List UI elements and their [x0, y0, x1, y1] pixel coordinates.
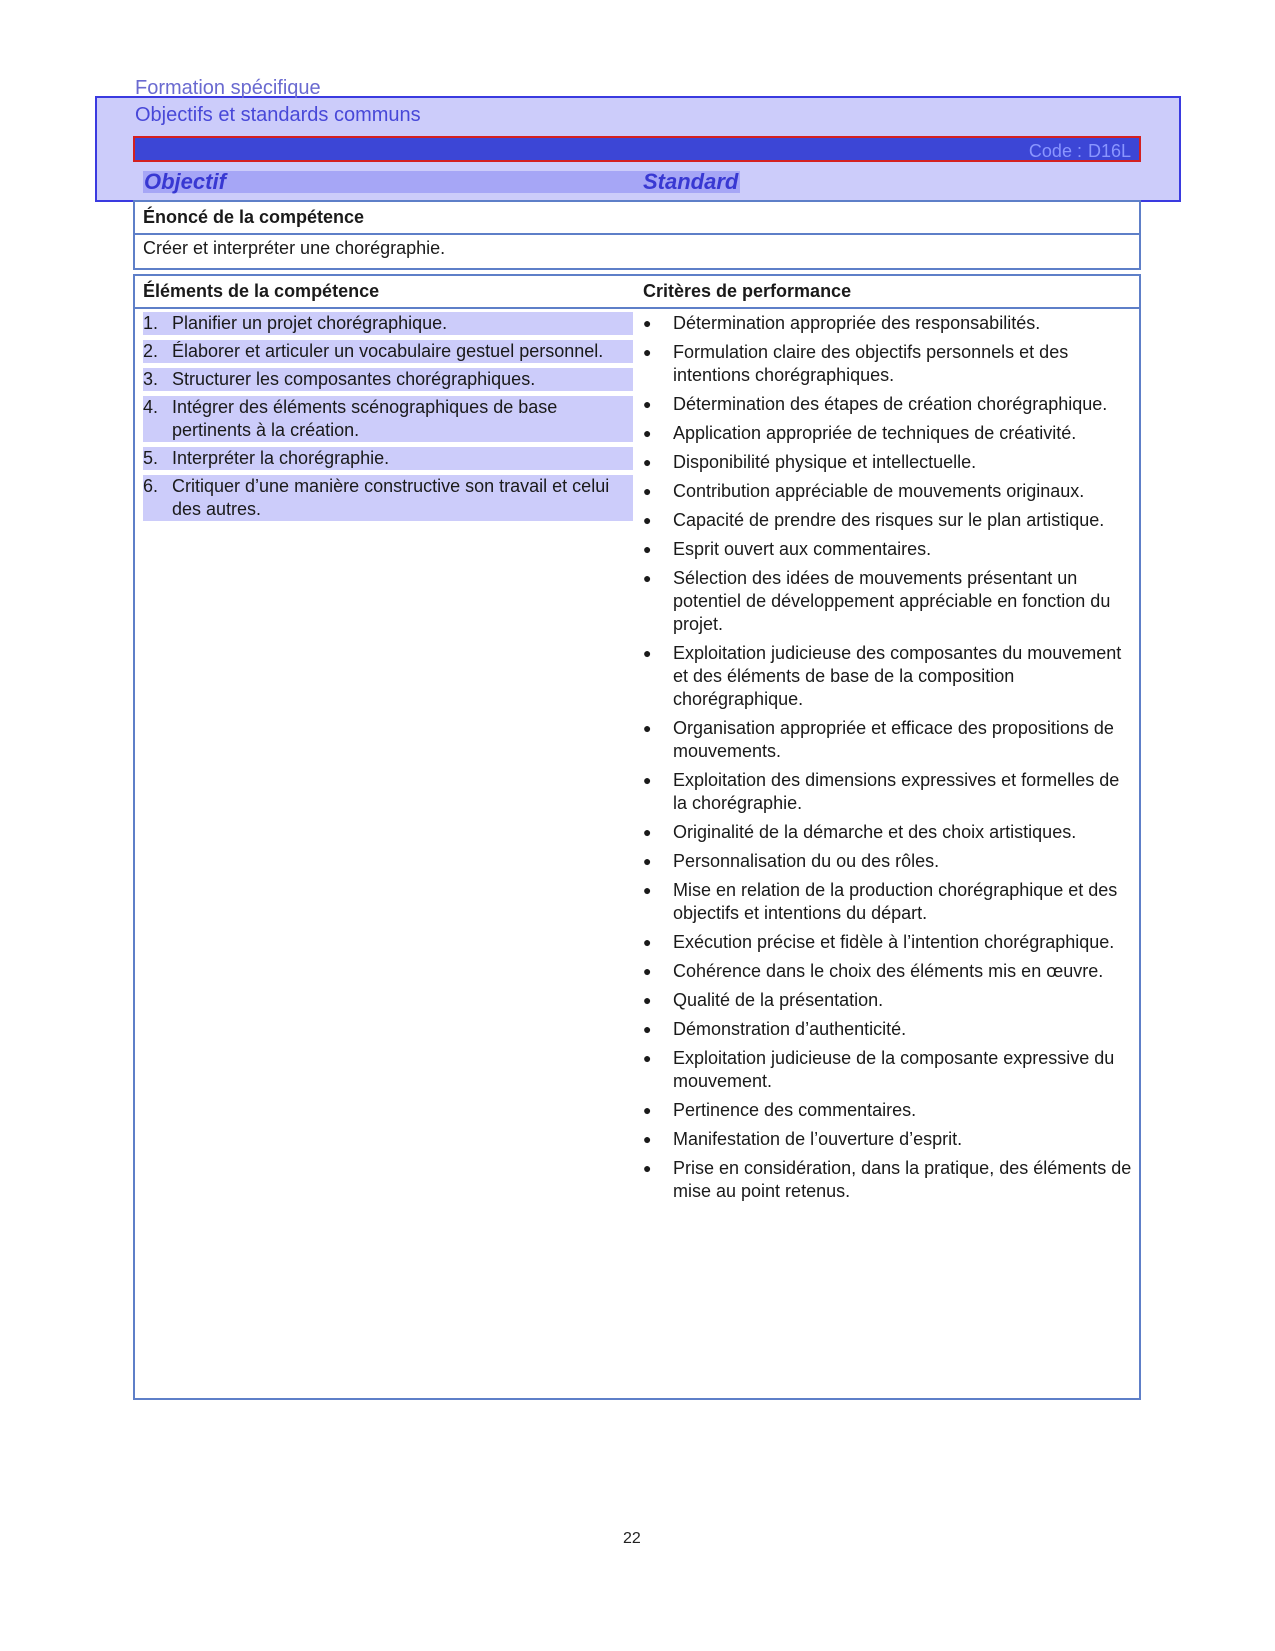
item-number: 4.	[143, 397, 159, 417]
list-item	[643, 341, 1133, 387]
list-item	[643, 312, 1133, 335]
list-item	[643, 393, 1133, 416]
bullet-icon: ●	[643, 992, 652, 1008]
page-number: 22	[623, 1530, 641, 1547]
competence-heading: Énoncé de la compétence	[143, 207, 365, 227]
list-item	[143, 396, 633, 442]
bullet-icon: ●	[643, 645, 652, 661]
section-subtitle: Objectifs et standards communs	[135, 104, 421, 126]
list-item	[643, 960, 1133, 983]
list-item	[643, 1157, 1133, 1203]
bullet-icon: ●	[643, 963, 652, 979]
item-text: Exploitation judicieuse des composantes du mouvement et des éléments de base de la composition chorégraphique.	[673, 643, 1122, 709]
item-text: Détermination des étapes de création chorégraphique.	[673, 394, 1108, 414]
list-item	[643, 422, 1133, 445]
list-item	[643, 821, 1133, 844]
item-text: Sélection des idées de mouvements présentant un potentiel de développement appréciable en fonction du projet.	[673, 568, 1111, 634]
list-item	[143, 475, 633, 521]
list-item	[643, 1018, 1133, 1041]
code-value: D16L	[1087, 141, 1131, 161]
item-text: Application appropriée de techniques de créativité.	[673, 423, 1077, 443]
item-text: Qualité de la présentation.	[673, 990, 884, 1010]
list-item	[143, 447, 633, 470]
list-item	[643, 642, 1133, 711]
item-number: 5.	[143, 448, 159, 468]
list-item	[643, 451, 1133, 474]
criteres-list	[643, 312, 1133, 1209]
item-text: Prise en considération, dans la pratique, des éléments de mise au point retenus.	[673, 1158, 1132, 1201]
item-text: Élaborer et articuler un vocabulaire gestuel personnel.	[172, 341, 604, 361]
list-item	[643, 879, 1133, 925]
bullet-icon: ●	[643, 1050, 652, 1066]
list-item	[643, 1128, 1133, 1151]
item-text: Exploitation des dimensions expressives et formelles de la chorégraphie.	[673, 770, 1120, 813]
item-number: 2.	[143, 341, 159, 361]
elements-list	[143, 312, 633, 526]
item-text: Démonstration d’authenticité.	[673, 1019, 907, 1039]
competence-divider	[135, 233, 1139, 235]
bullet-icon: ●	[643, 1021, 652, 1037]
list-item	[643, 1047, 1133, 1093]
column-header-objectif: Objectif	[144, 169, 226, 194]
bullet-icon: ●	[643, 934, 652, 950]
item-text: Contribution appréciable de mouvements originaux.	[673, 481, 1085, 501]
code-label-group	[1023, 141, 1131, 162]
list-item	[643, 538, 1133, 561]
list-item	[643, 850, 1133, 873]
bullet-icon: ●	[643, 720, 652, 736]
item-text: Organisation appropriée et efficace des propositions de mouvements.	[673, 718, 1114, 761]
competence-text: Créer et interpréter une chorégraphie.	[143, 238, 446, 258]
list-item	[643, 769, 1133, 815]
item-text: Mise en relation de la production chorégraphique et des objectifs et intentions du départ.	[673, 880, 1118, 923]
bullet-icon: ●	[643, 454, 652, 470]
item-text: Manifestation de l’ouverture d’esprit.	[673, 1129, 963, 1149]
formation-title: Formation spécifique	[135, 77, 321, 99]
item-text: Disponibilité physique et intellectuelle.	[673, 452, 977, 472]
bullet-icon: ●	[643, 853, 652, 869]
bullet-icon: ●	[643, 1160, 652, 1176]
bullet-icon: ●	[643, 1131, 652, 1147]
list-item	[643, 480, 1133, 503]
list-item	[643, 1099, 1133, 1122]
item-text: Critiquer d’une manière constructive son travail et celui des autres.	[172, 476, 610, 519]
bullet-icon: ●	[643, 512, 652, 528]
list-item	[643, 989, 1133, 1012]
item-text: Détermination appropriée des responsabilités.	[673, 313, 1041, 333]
item-text: Exécution précise et fidèle à l’intention chorégraphique.	[673, 932, 1115, 952]
item-text: Cohérence dans le choix des éléments mis en œuvre.	[673, 961, 1104, 981]
bullet-icon: ●	[643, 396, 652, 412]
column-header-standard: Standard	[643, 169, 739, 194]
item-text: Exploitation judicieuse de la composante expressive du mouvement.	[673, 1048, 1115, 1091]
code-label: Code :	[1028, 141, 1082, 161]
bullet-icon: ●	[643, 824, 652, 840]
bullet-icon: ●	[643, 425, 652, 441]
list-item	[643, 509, 1133, 532]
item-text: Personnalisation du ou des rôles.	[673, 851, 940, 871]
code-bar	[133, 136, 1141, 162]
bullet-icon: ●	[643, 344, 652, 360]
bullet-icon: ●	[643, 541, 652, 557]
criteres-heading: Critères de performance	[643, 281, 852, 301]
item-text: Interpréter la chorégraphie.	[172, 448, 390, 468]
list-item	[643, 567, 1133, 636]
bullet-icon: ●	[643, 882, 652, 898]
elements-heading: Éléments de la compétence	[143, 281, 380, 301]
list-item	[643, 931, 1133, 954]
bullet-icon: ●	[643, 772, 652, 788]
item-number: 1.	[143, 313, 159, 333]
item-text: Pertinence des commentaires.	[673, 1100, 917, 1120]
item-text: Capacité de prendre des risques sur le plan artistique.	[673, 510, 1105, 530]
bullet-icon: ●	[643, 483, 652, 499]
bullet-icon: ●	[643, 570, 652, 586]
item-text: Structurer les composantes chorégraphiques.	[172, 369, 536, 389]
bullet-icon: ●	[643, 1102, 652, 1118]
list-item	[643, 717, 1133, 763]
item-text: Planifier un projet chorégraphique.	[172, 313, 448, 333]
elements-criteres-divider	[135, 307, 1139, 309]
list-item	[143, 340, 633, 363]
item-text: Formulation claire des objectifs personnels et des intentions chorégraphiques.	[673, 342, 1069, 385]
item-text: Originalité de la démarche et des choix artistiques.	[673, 822, 1077, 842]
list-item	[143, 312, 633, 335]
list-item	[143, 368, 633, 391]
item-number: 3.	[143, 369, 159, 389]
item-text: Intégrer des éléments scénographiques de base pertinents à la création.	[172, 397, 558, 440]
item-text: Esprit ouvert aux commentaires.	[673, 539, 932, 559]
item-number: 6.	[143, 476, 159, 496]
bullet-icon: ●	[643, 315, 652, 331]
